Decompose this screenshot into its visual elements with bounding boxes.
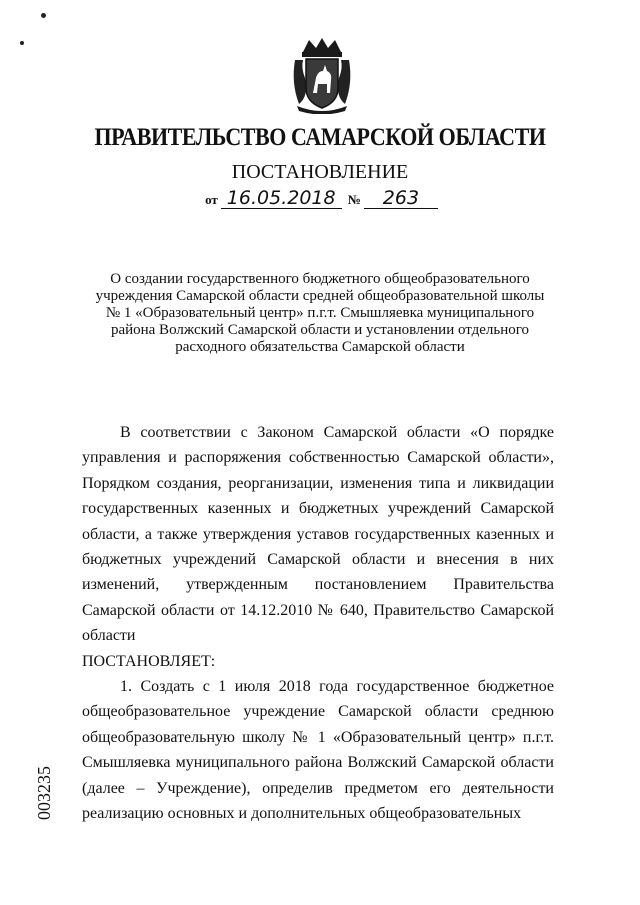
coat-of-arms-icon [289,38,355,114]
date-number-line [0,188,640,209]
document-subject [90,271,550,356]
handwritten-date: 16.05.2018 [221,188,342,209]
margin-serial-number: 003235 [34,766,54,820]
number-prefix: № [347,192,361,207]
item-1-paragraph: 1. Создать с 1 июля 2018 года государственное бюджетное общеобразовательное учреждение Самарской области среднюю общеобразовательную школу № 1 «Образовательный центр» п.г.т. Смышляевка муниципального района Волжский Самарской области (далее – Учреждение), определив предметом его деятельности реализацию основных и дополнительных общеобразовательных [82,678,554,823]
preamble-paragraph: В соответствии с Законом Самарской области «О порядке управления и распоряжения собственностью Самарской области», Порядком создания, реорганизации, изменения типа и ликвидации государственных казенных и бюджетных учреждений Самарской области, а также утверждения уставов государственных казенных и бюджетных учреждений Самарской области и внесения в них изменений, утвержденным постановлением Правительства Самарской области от 14.12.2010 № 640, Правительство Самарской области [82,424,554,645]
subject-line: расходного обязательства Самарской области [175,339,465,355]
scan-dot [41,13,46,18]
document-body [82,420,554,827]
document-type: ПОСТАНОВЛЕНИЕ [231,161,409,183]
handwritten-number: 263 [364,188,438,209]
subject-line: района Волжский Самарской области и установлении отдельного [110,322,530,338]
subject-line: № 1 «Образовательный центр» п.г.т. Смышляевка муниципального [105,305,535,321]
government-title: ПРАВИТЕЛЬСТВО САМАРСКОЙ ОБЛАСТИ [94,124,546,151]
subject-line: учреждения Самарской области средней общеобразовательной школы [95,288,545,304]
scan-dot [20,41,24,45]
resolution-word: ПОСТАНОВЛЯЕТ: [82,652,216,670]
subject-line: О создании государственного бюджетного общеобразовательного [110,271,530,287]
date-prefix: от [205,192,218,207]
